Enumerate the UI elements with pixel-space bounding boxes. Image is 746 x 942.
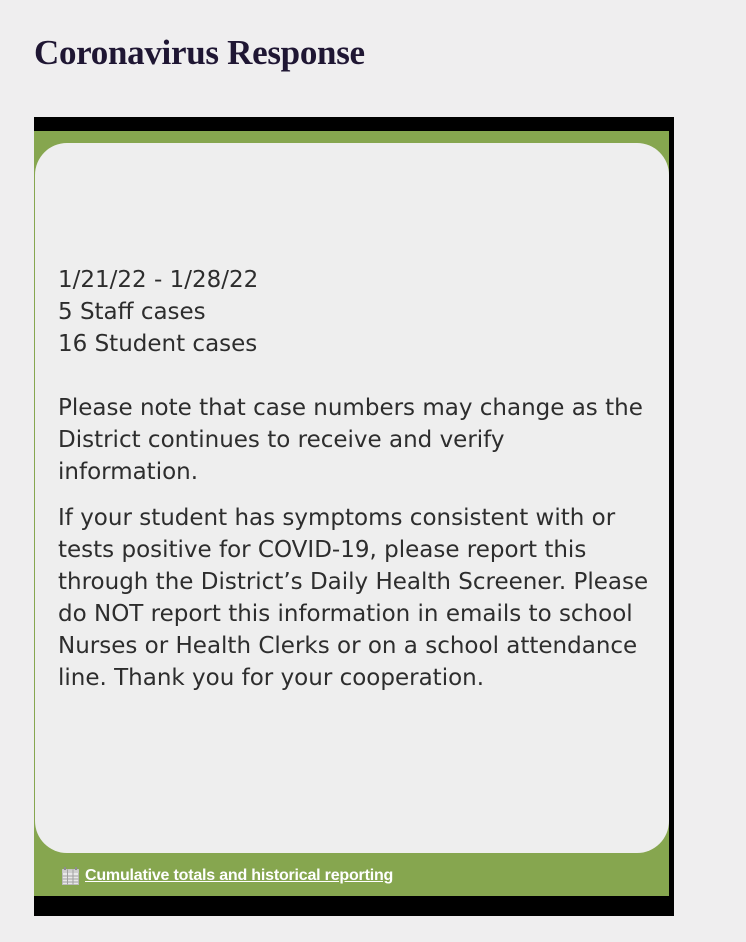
- case-number-note: Please note that case numbers may change as the District continues to receive and verify information.: [58, 395, 643, 485]
- footer-link-row: [61, 864, 393, 888]
- reporting-instructions: If your student has symptoms consistent with or tests positive for COVID-19, please report this through the District’s Daily Health Screener. Please do NOT report this information in emails to school Nurses or Health Clerks or on a school attendance line. Thank you for your cooperation.: [58, 505, 649, 691]
- cumulative-totals-link[interactable]: Cumulative totals and historical reporting: [85, 867, 394, 884]
- covid-widget-frame: [34, 117, 674, 916]
- staff-cases: 5 Staff cases: [58, 299, 206, 325]
- student-cases: 16 Student cases: [58, 331, 258, 357]
- notice-card: [35, 143, 669, 853]
- case-stats: [58, 264, 649, 360]
- table-icon: [61, 866, 81, 886]
- date-range: 1/21/22 - 1/28/22: [58, 267, 259, 293]
- covid-widget-panel: [34, 131, 669, 896]
- page-title: Coronavirus Response: [34, 33, 365, 72]
